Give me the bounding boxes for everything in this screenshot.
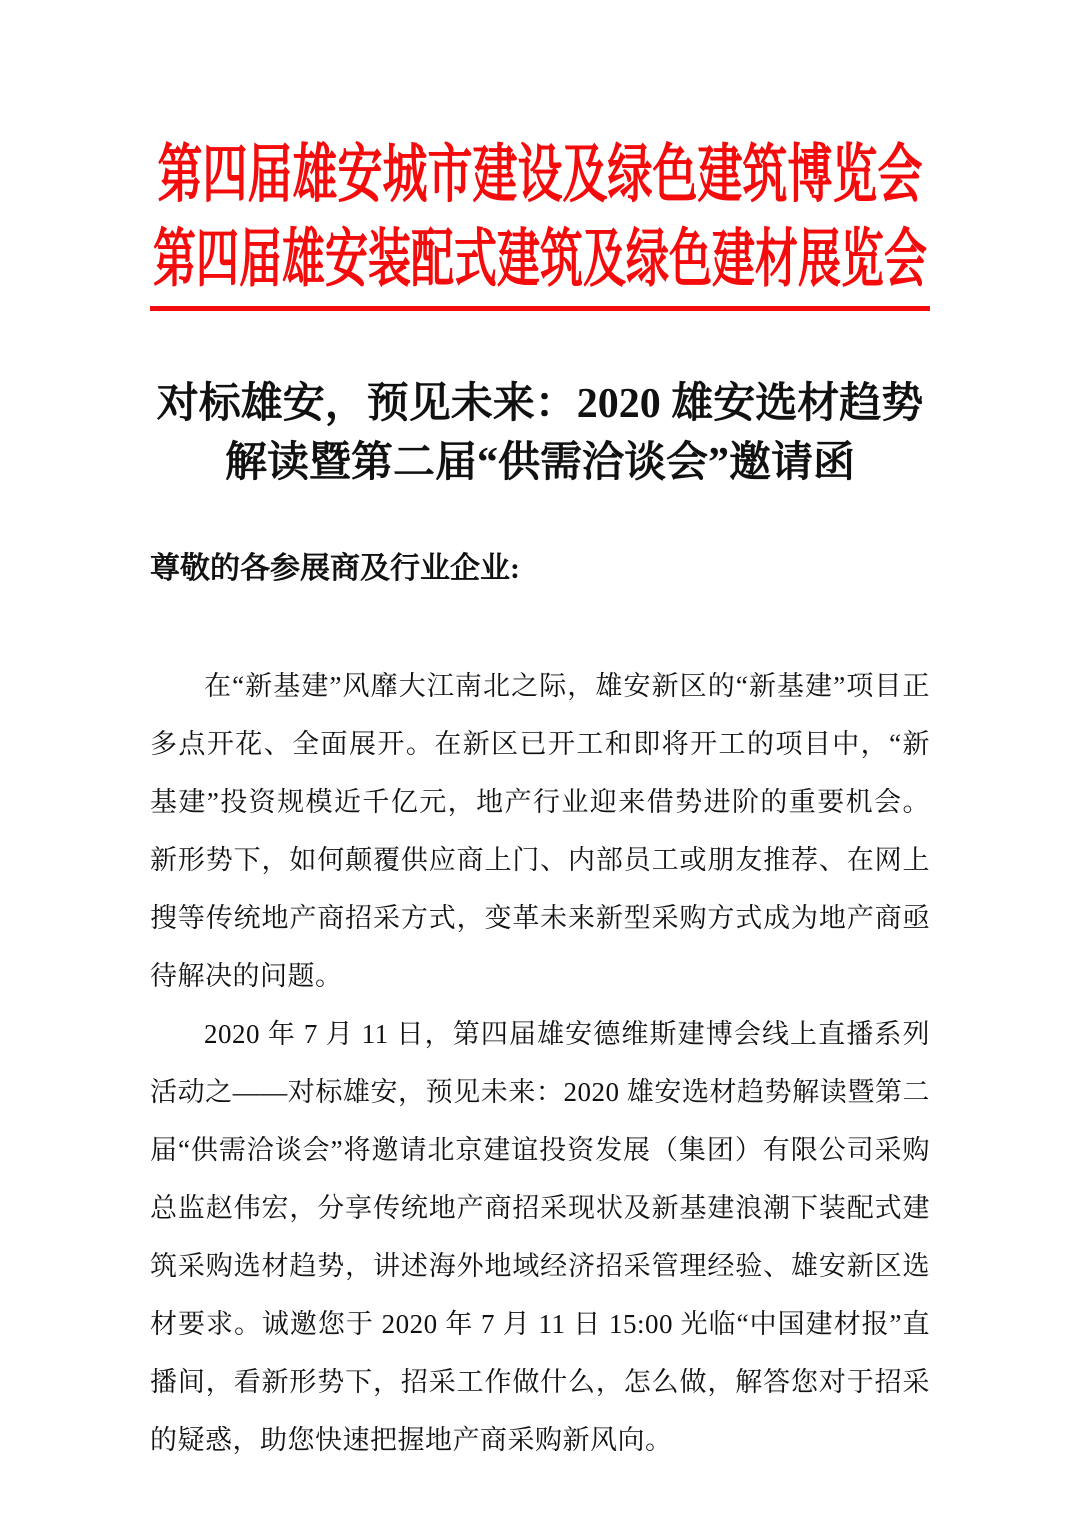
document-title-line-2: 解读暨第二届“供需洽谈会”邀请函 xyxy=(224,440,855,486)
document-header xyxy=(150,133,930,303)
document-title xyxy=(150,375,930,493)
header-title-line-2: 第四届雄安装配式建筑及绿色建材展览会 xyxy=(153,225,927,296)
body-paragraph-2: 2020 年 7 月 11 日，第四届雄安德维斯建博会线上直播系列活动之——对标雄安，预见未来：2020 雄安选材趋势解读暨第二届“供需洽谈会”将邀请北京建谊投资发展（集团）有限公司采购总监赵伟宏，分享传统地产商招采现状及新基建浪潮下装配式建筑采购选材趋势，讲述海外地域经济招采管理经验、雄安新区选材要求。诚邀您于 2020 年 7 月 11 日 15:00 光临“中国建材报”直播间，看新形势下，招采工作做什么，怎么做，解答您对于招采的疑惑，助您快速把握地产商采购新风向。 xyxy=(150,1019,930,1455)
salutation-line: 尊敬的各参展商及行业企业: xyxy=(150,552,520,585)
document-title-line-1: 对标雄安，预见未来：2020 雄安选材趋势 xyxy=(156,381,924,427)
body-paragraph-1: 在“新基建”风靡大江南北之际，雄安新区的“新基建”项目正多点开花、全面展开。在新区已开工和即将开工的项目中，“新基建”投资规模近千亿元，地产行业迎来借势进阶的重要机会。新形势下，如何颠覆供应商上门、内部员工或朋友推荐、在网上搜等传统地产商招采方式，变革未来新型采购方式成为地产商亟待解决的问题。 xyxy=(150,671,930,991)
header-title-line-1: 第四届雄安城市建设及绿色建筑博览会 xyxy=(157,139,923,211)
